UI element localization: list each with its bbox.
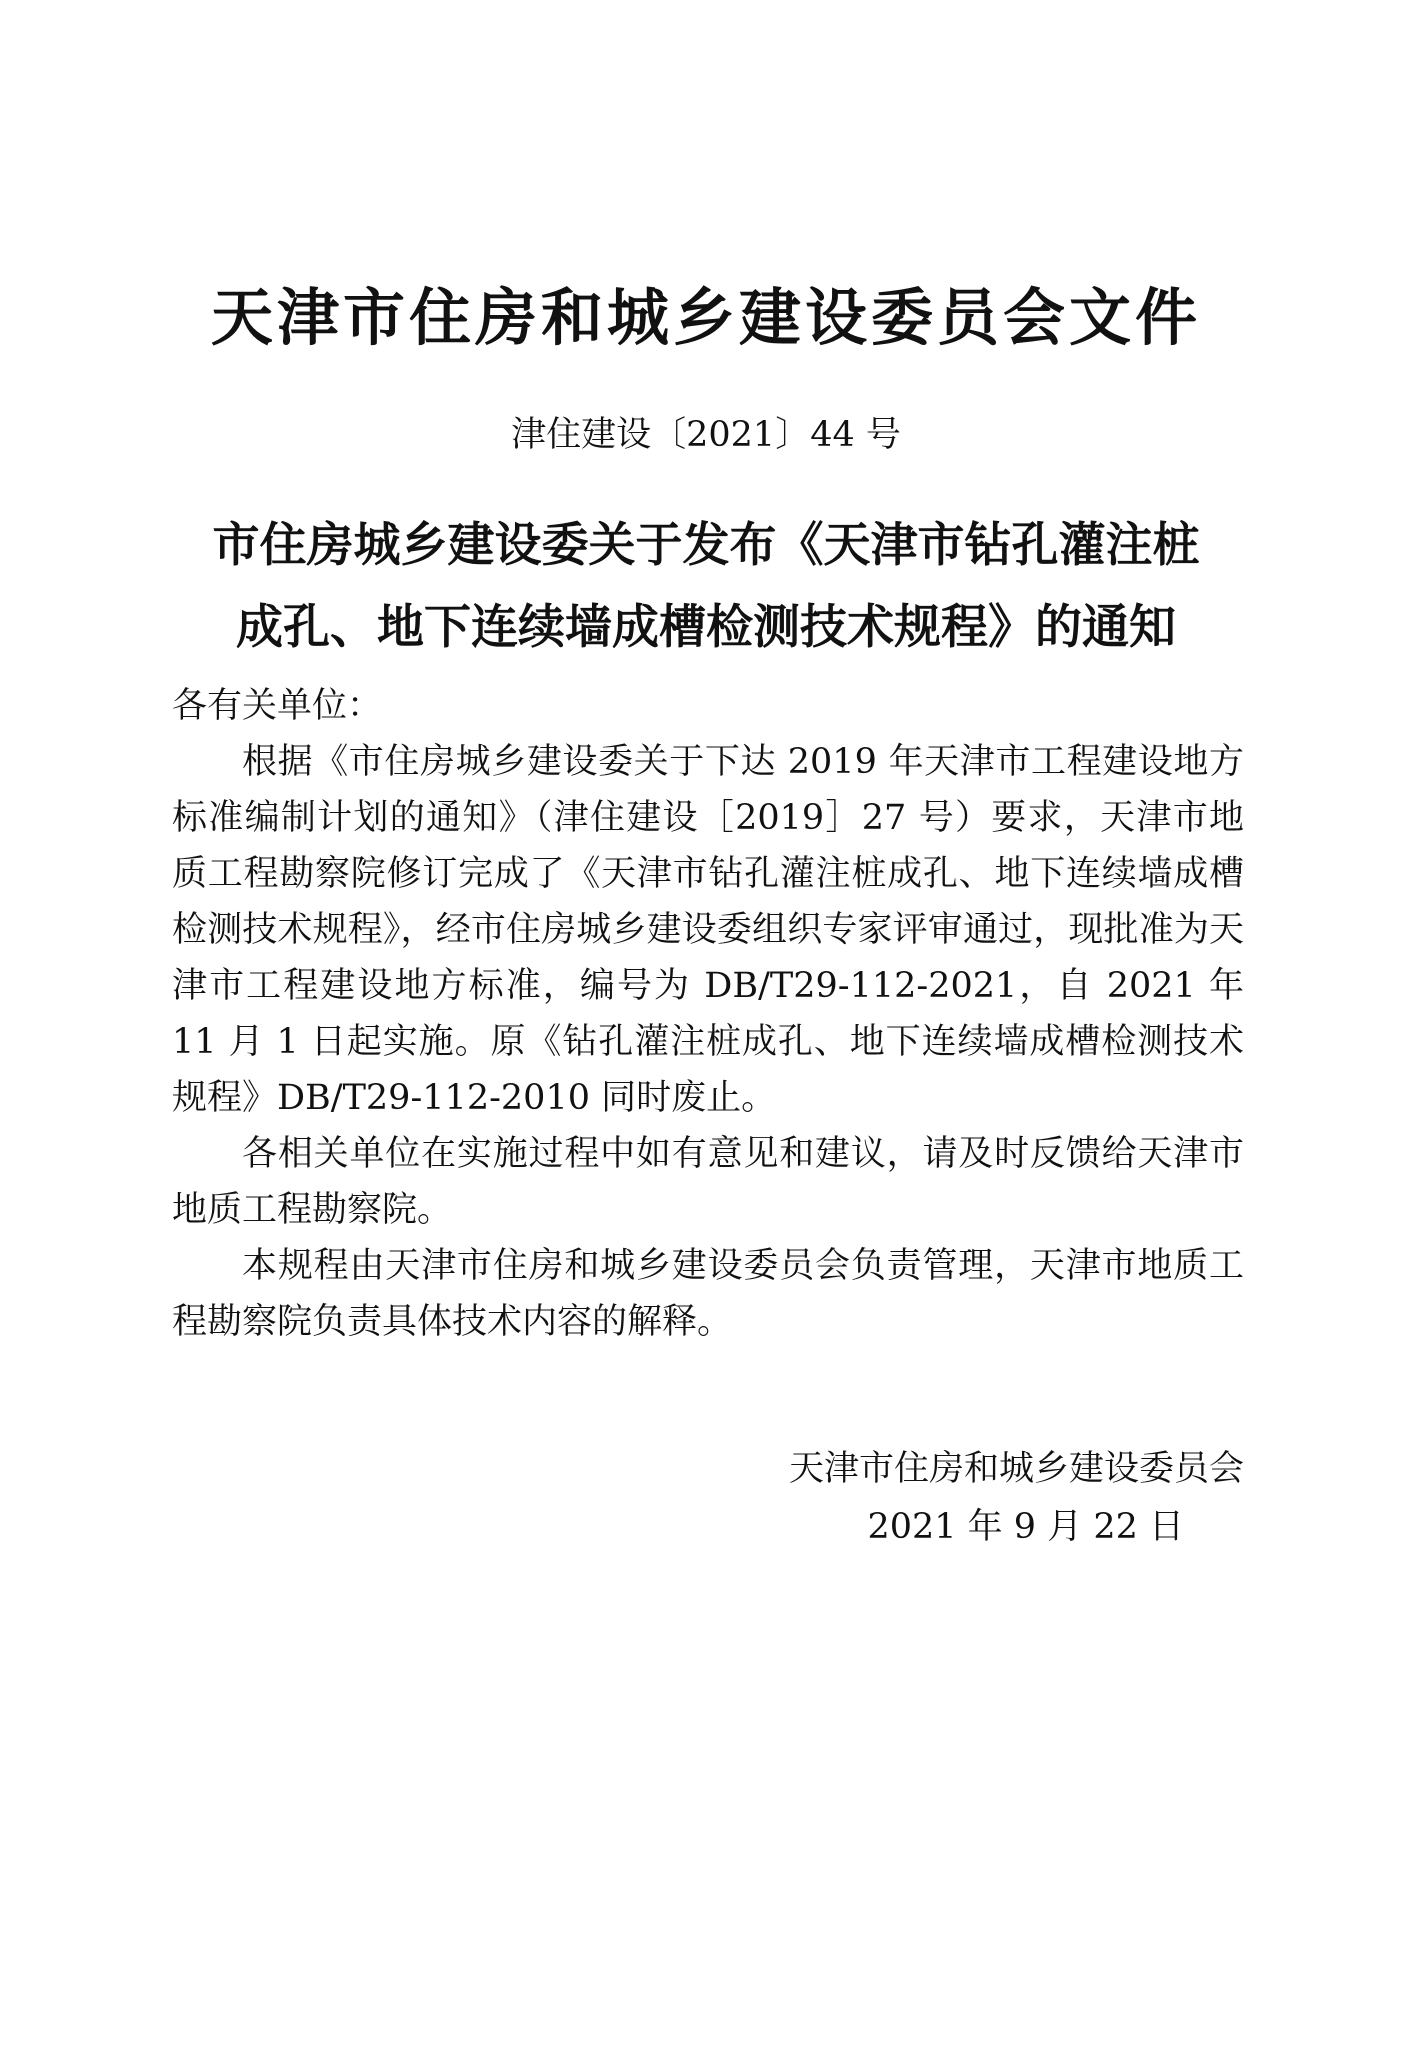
- salutation: 各有关单位：: [172, 686, 383, 726]
- notice-title-line-1: 市住房城乡建设委关于发布《天津市钻孔灌注桩: [212, 518, 1200, 573]
- signature-block: [789, 1440, 1244, 1556]
- paragraph-1: 根据《市住房城乡建设委关于下达 2019 年天津市工程建设地方标准编制计划的通知》（津住建设［2019］27 号）要求，天津市地质工程勘察院修订完成了《天津市钻孔灌注桩成孔、地下连续墙成槽检测技术规程》，经市住房城乡建设委组织专家评审通过，现批准为天津市工程建设地方标准，编号为 DB/T29-112-2021，自 2021 年 11 月 1 日起实施。原《钻孔灌注桩成孔、地下连续墙成槽检测技术规程》DB/T29-112-2010 同时废止。: [172, 742, 1244, 1118]
- issue-date: 2021 年 9 月 22 日: [867, 1507, 1184, 1547]
- document-header-title: 天津市住房和城乡建设委员会文件: [210, 281, 1201, 354]
- issuer-name: 天津市住房和城乡建设委员会: [788, 1449, 1244, 1489]
- notice-body: [172, 678, 1244, 1350]
- paragraph-3: 本规程由天津市住房和城乡建设委员会负责管理，天津市地质工程勘察院负责具体技术内容的解释。: [172, 1246, 1244, 1342]
- document-number: 津住建设〔2021〕44 号: [511, 415, 901, 455]
- notice-title-line-2: 成孔、地下连续墙成槽检测技术规程》的通知: [236, 600, 1176, 655]
- notice-title: [150, 505, 1262, 669]
- paragraph-2: 各相关单位在实施过程中如有意见和建议，请及时反馈给天津市地质工程勘察院。: [172, 1134, 1244, 1230]
